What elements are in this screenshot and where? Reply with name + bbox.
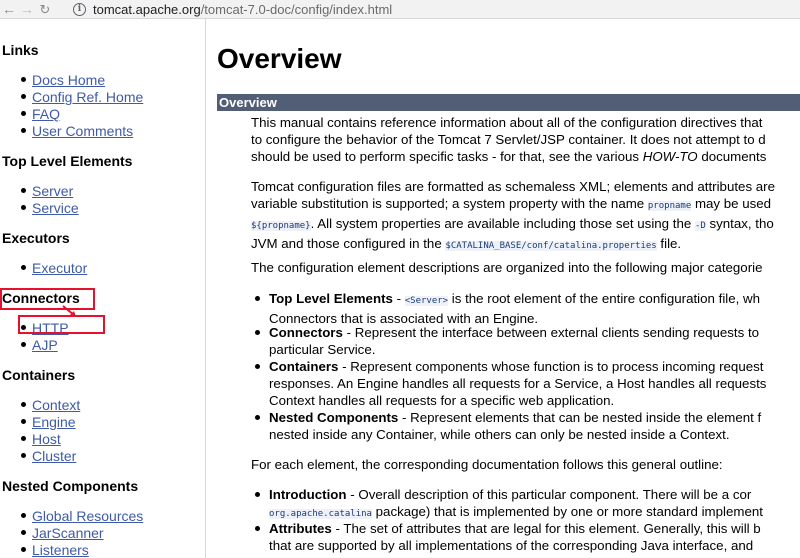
main-content: [217, 19, 800, 558]
browser-toolbar: [0, 0, 800, 19]
code-propname: propname: [647, 201, 692, 211]
sidebar-item-faq[interactable]: FAQ: [21, 106, 60, 122]
sidebar-item-service[interactable]: Service: [21, 200, 79, 216]
info-icon[interactable]: i: [73, 3, 86, 16]
sidebar-item-docs-home[interactable]: Docs Home: [21, 72, 105, 88]
annotation-box-connectors: [0, 288, 95, 310]
sidebar-heading-containers: Containers: [2, 367, 76, 383]
paragraph-intro: This manual contains reference information about all of the configuration directives that to configure the behavior of the Tomcat 7 Servlet/JSP container. It does not attempt to d should be used to perform specific tasks - for that, see the various HOW-TO documents: [251, 115, 767, 164]
code-catalina-properties: $CATALINA_BASE/conf/catalina.properties: [445, 241, 657, 251]
sidebar-heading-top-level-elements: Top Level Elements: [2, 153, 133, 169]
section-header-overview: Overview: [217, 94, 800, 111]
list-item-containers: Containers - Represent components whose function is to process incoming request responses. An Engine handles all requests for a Service, a Host handles all requests Context handles all requests for a specific web application.: [269, 358, 800, 409]
list-item-connectors: Connectors - Represent the interface between external clients sending requests to particular Service.: [269, 324, 800, 358]
sidebar-item-config-ref-home[interactable]: Config Ref. Home: [21, 89, 143, 105]
sidebar-item-host[interactable]: Host: [21, 431, 61, 447]
sidebar-item-server[interactable]: Server: [21, 183, 73, 199]
sidebar-item-ajp[interactable]: AJP: [21, 337, 58, 353]
paragraph-config-files: Tomcat configuration files are formatted as schemaless XML; elements and attributes are variable substitution is supported; a system property with the name propname may be used ${propname}. All system properties are available including those set using the -D syntax, tho JVM and those configured in the $CATALINA_BASE/conf/catalina.properties file.: [251, 179, 775, 251]
code-d-flag: -D: [694, 221, 706, 231]
paragraph-categories: The configuration element descriptions are organized into the following major categorie: [251, 260, 763, 275]
sidebar-item-global-resources[interactable]: Global Resources: [21, 508, 143, 524]
sidebar-item-user-comments[interactable]: User Comments: [21, 123, 133, 139]
url-host: tomcat.apache.org: [93, 1, 201, 17]
back-arrow-icon[interactable]: ←: [2, 1, 16, 17]
url-path: /tomcat-7.0-doc/config/index.html: [200, 1, 393, 17]
code-org-apache-catalina: org.apache.catalina: [269, 509, 372, 519]
list-item-nested-components: Nested Components - Represent elements that can be nested inside the element f nested inside any Container, while others can only be nested inside a Context.: [269, 409, 800, 443]
sidebar-heading-nested-components: Nested Components: [2, 478, 139, 494]
sidebar-item-listeners[interactable]: Listeners: [21, 542, 89, 558]
sidebar-divider: [205, 19, 206, 558]
sidebar-item-executor[interactable]: Executor: [21, 260, 87, 276]
annotation-arrow-icon: [62, 305, 78, 319]
forward-arrow-icon[interactable]: →: [20, 1, 34, 17]
code-propname-var: ${propname}: [251, 221, 311, 231]
code-server: <Server>: [404, 296, 449, 306]
sidebar-heading-connectors: Connectors: [2, 290, 80, 306]
sidebar-heading-executors: Executors: [2, 230, 70, 246]
howto-text: HOW-TO: [642, 149, 698, 164]
list-item-attributes: Attributes - The set of attributes that are legal for this element. Generally, this will b that are supported by all implementations of the corresponding Java interface, and: [269, 520, 800, 554]
address-bar[interactable]: [60, 0, 800, 18]
url-text[interactable]: [93, 2, 392, 17]
page-title: Overview: [217, 43, 342, 74]
paragraph-outline: For each element, the corresponding documentation follows this general outline:: [251, 457, 723, 472]
sidebar-item-http[interactable]: HTTP: [21, 320, 69, 336]
sidebar-item-engine[interactable]: Engine: [21, 414, 76, 430]
sidebar-item-cluster[interactable]: Cluster: [21, 448, 76, 464]
sidebar-heading-links: Links: [2, 42, 39, 58]
list-item-introduction: Introduction - Overall description of this particular component. There will be a cor org.apache.catalina package) that is implemented by one or more standard implement: [269, 486, 800, 523]
reload-icon[interactable]: ↻: [39, 1, 51, 17]
list-item-top-level-elements: Top Level Elements - <Server> is the root element of the entire configuration file, wh Connectors that is associated with an Engine.: [269, 290, 800, 327]
sidebar-item-context[interactable]: Context: [21, 397, 80, 413]
sidebar-item-jarscanner[interactable]: JarScanner: [21, 525, 104, 541]
